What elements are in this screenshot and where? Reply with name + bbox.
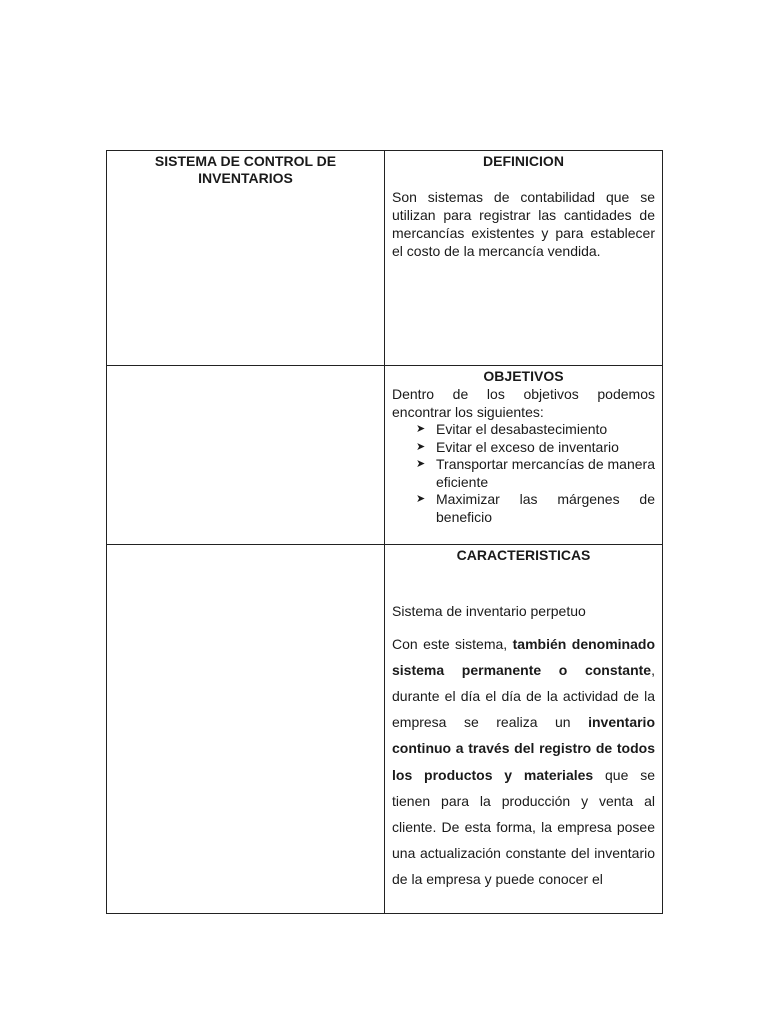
inventory-table [106,150,663,914]
arrow-bullet-icon: ➤ [416,493,426,506]
definicion-text: Son sistemas de contabilidad que se utilizan para registrar las cantidades de mercancías existentes y para establecer el costo de la mercancía vendida. [392,189,655,259]
left-cell-empty [107,366,385,544]
left-header-title: SISTEMA DE CONTROL DE INVENTARIOS [154,153,337,186]
left-cell-empty [107,544,385,914]
objetivos-list [392,421,655,526]
list-item: ➤ Transportar mercancías de manera eficiente [416,456,655,490]
list-item: ➤ Evitar el exceso de inventario [416,438,619,455]
table-row-caracteristicas [107,544,663,914]
arrow-bullet-icon: ➤ [416,440,426,453]
list-item: ➤ Evitar el desabastecimiento [416,421,608,438]
definicion-title: DEFINICION [483,153,564,169]
arrow-bullet-icon: ➤ [416,423,426,436]
list-item: ➤ Maximizar las márgenes de beneficio [416,491,655,525]
caracteristicas-title: CARACTERISTICAS [456,546,591,563]
objetivos-cell [385,366,663,544]
objetivos-intro: Dentro de los objetivos podemos encontrar los siguientes: [392,386,655,421]
table-row-objetivos [107,366,663,544]
table-row-definicion [107,151,663,366]
left-cell-header [107,151,385,366]
caracteristicas-text: Con este sistema, también denominado sistema permanente o constante, durante el día el día de la actividad de la empresa se realiza un inventario continuo a través del registro de todos los productos y materiales que se tienen para la producción y venta al cliente. De esta forma, la empresa posee una actualización constante del inventario de la empresa y puede conocer el [392,635,655,888]
caracteristicas-cell [385,544,663,914]
definicion-cell [385,151,663,366]
arrow-bullet-icon: ➤ [416,458,426,471]
caracteristicas-subtitle: Sistema de inventario perpetuo [392,602,586,619]
objetivos-title: OBJETIVOS [483,368,564,385]
